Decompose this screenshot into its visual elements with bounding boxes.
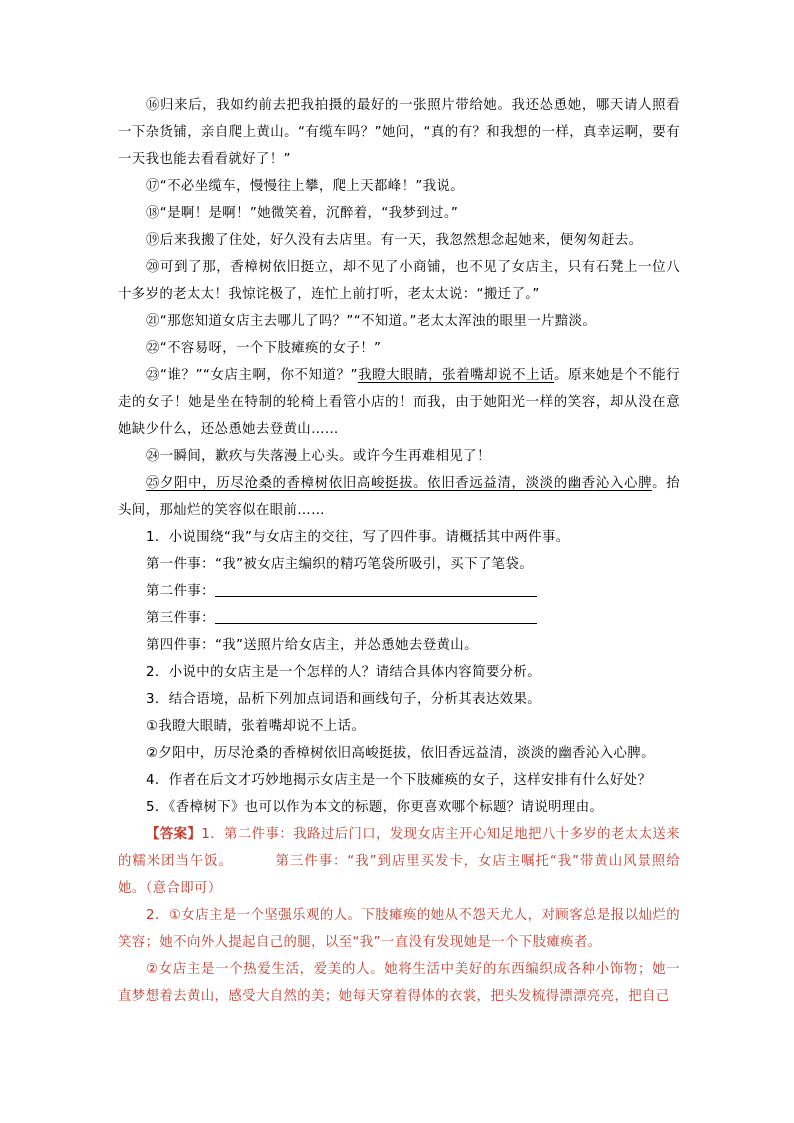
story-paragraph-21: ㉑“那您知道女店主去哪儿了吗？”“不知道。”老太太浑浊的眼里一片黯淡。 [146, 314, 597, 329]
answer-2-point-2: ②女店主是一个热爱生活，爱美的人。她将生活中美好的东西编织成各种小饰物；她一直梦想着去黄山，感受大自然的美；她每天穿着得体的衣裳，把头发梳得漂漂亮亮，把自己 [118, 962, 680, 1004]
story-paragraph-16: ⑯归来后，我如约前去把我拍摄的最好的一张照片带给她。我还怂恿她，哪天请人照看一下杂货铺，亲自爬上黄山。“有缆车吗？”她问，“真的有？和我想的一样，真幸运啊，要有一天我也能去看看就好了！” [118, 98, 680, 167]
story-paragraph-24: ㉔一瞬间，歉疚与失落漫上心头。或许今生再难相见了！ [146, 449, 491, 464]
question-1-event-1: 第一件事：“我”被女店主编织的精巧笔袋所吸引，买下了笔袋。 [146, 557, 534, 572]
story-paragraph-18: ⑱“是啊！是啊！”她微笑着，沉醉着，“我梦到过。” [146, 206, 459, 221]
answer-1-part-2: 第三件事：“我”到店里买发卡，女店主嘱托“我”带黄山风景照给她。（意合即可） [118, 854, 681, 896]
question-1-event-2 [118, 578, 680, 605]
event-3-label: 第三件事： [146, 611, 215, 626]
story-paragraph-20: ⑳可到了那，香樟树依旧挺立，却不见了小商铺，也不见了女店主，只有石凳上一位八十多岁的老太太！我惊诧极了，连忙上前打听，老太太说：“搬迁了。” [118, 260, 680, 302]
story-paragraph-23 [118, 362, 680, 443]
story-paragraph-17: ⑰“不必坐缆车，慢慢往上攀，爬上天都峰！”我说。 [146, 179, 465, 194]
question-2: 2．小说中的女店主是一个怎样的人？请结合具体内容简要分析。 [146, 665, 542, 680]
answer-2-point-1: 2．①女店主是一个坚强乐观的人。下肢瘫痪的她从不怨天尤人，对顾客总是报以灿烂的笑容；她不向外人提起自己的腿，以至“我”一直没有发现她是一个下肢瘫痪者。 [118, 908, 680, 950]
story-paragraph-25 [118, 470, 680, 524]
question-3-item-1: ①我瞪大眼睛，张着嘴却说不上话。 [146, 719, 366, 734]
answer-1 [118, 821, 680, 902]
question-4: 4．作者在后文才巧妙地揭示女店主是一个下肢瘫痪的女子，这样安排有什么好处？ [146, 773, 652, 788]
p23-text-before: ㉓“谁？”“女店主啊，你不知道？” [146, 368, 358, 383]
p25-text-after: 。抬头间，那灿烂的笑容似在眼前…… [118, 476, 680, 518]
p23-text-after: 。原来她是个不能行走的女子！她是坐在特制的轮椅上看管小店的！而我，由于她阳光一样的笑容，却从没在意她缺少什么，还怂恿她去登黄山…… [118, 368, 680, 437]
question-1-event-3 [118, 605, 680, 632]
question-1: 1．小说围绕“我”与女店主的交往，写了四件事。请概括其中两件事。 [146, 530, 570, 545]
story-paragraph-22: ㉒“不容易呀，一个下肢瘫痪的女子！” [146, 341, 382, 356]
event-2-label: 第二件事： [146, 584, 215, 599]
question-5: 5．《香樟树下》也可以作为本文的标题，你更喜欢哪个标题？请说明理由。 [146, 800, 604, 815]
document-body [118, 92, 680, 1010]
answer-blank-line [215, 582, 537, 597]
story-paragraph-19: ⑲后来我搬了住处，好久没有去店里。有一天，我忽然想念起她来，便匆匆赶去。 [146, 233, 643, 248]
answer-blank-line [215, 609, 537, 624]
question-3: 3．结合语境，品析下列加点词语和画线句子，分析其表达效果。 [146, 692, 542, 707]
answer-label: 【答案】 [146, 827, 202, 842]
answer-1-part-1: 1．第二件事：我路过后门口，发现女店主开心知足地把八十多岁的老太太送来的糯米团当午饭。 [118, 827, 680, 869]
question-3-item-2: ②夕阳中，历尽沧桑的香樟树依旧高峻挺拔，依旧香远益清，淡淡的幽香沁入心脾。 [146, 746, 655, 761]
p25-underlined-sentence: ㉕夕阳中，历尽沧桑的香樟树依旧高峻挺拔。依旧香远益清，淡淡的幽香沁入心脾 [146, 476, 653, 491]
p23-underlined-sentence: 我瞪大眼睛，张着嘴却说不上话 [357, 368, 555, 383]
question-1-event-4: 第四件事：“我”送照片给女店主，并怂恿她去登黄山。 [146, 638, 478, 653]
